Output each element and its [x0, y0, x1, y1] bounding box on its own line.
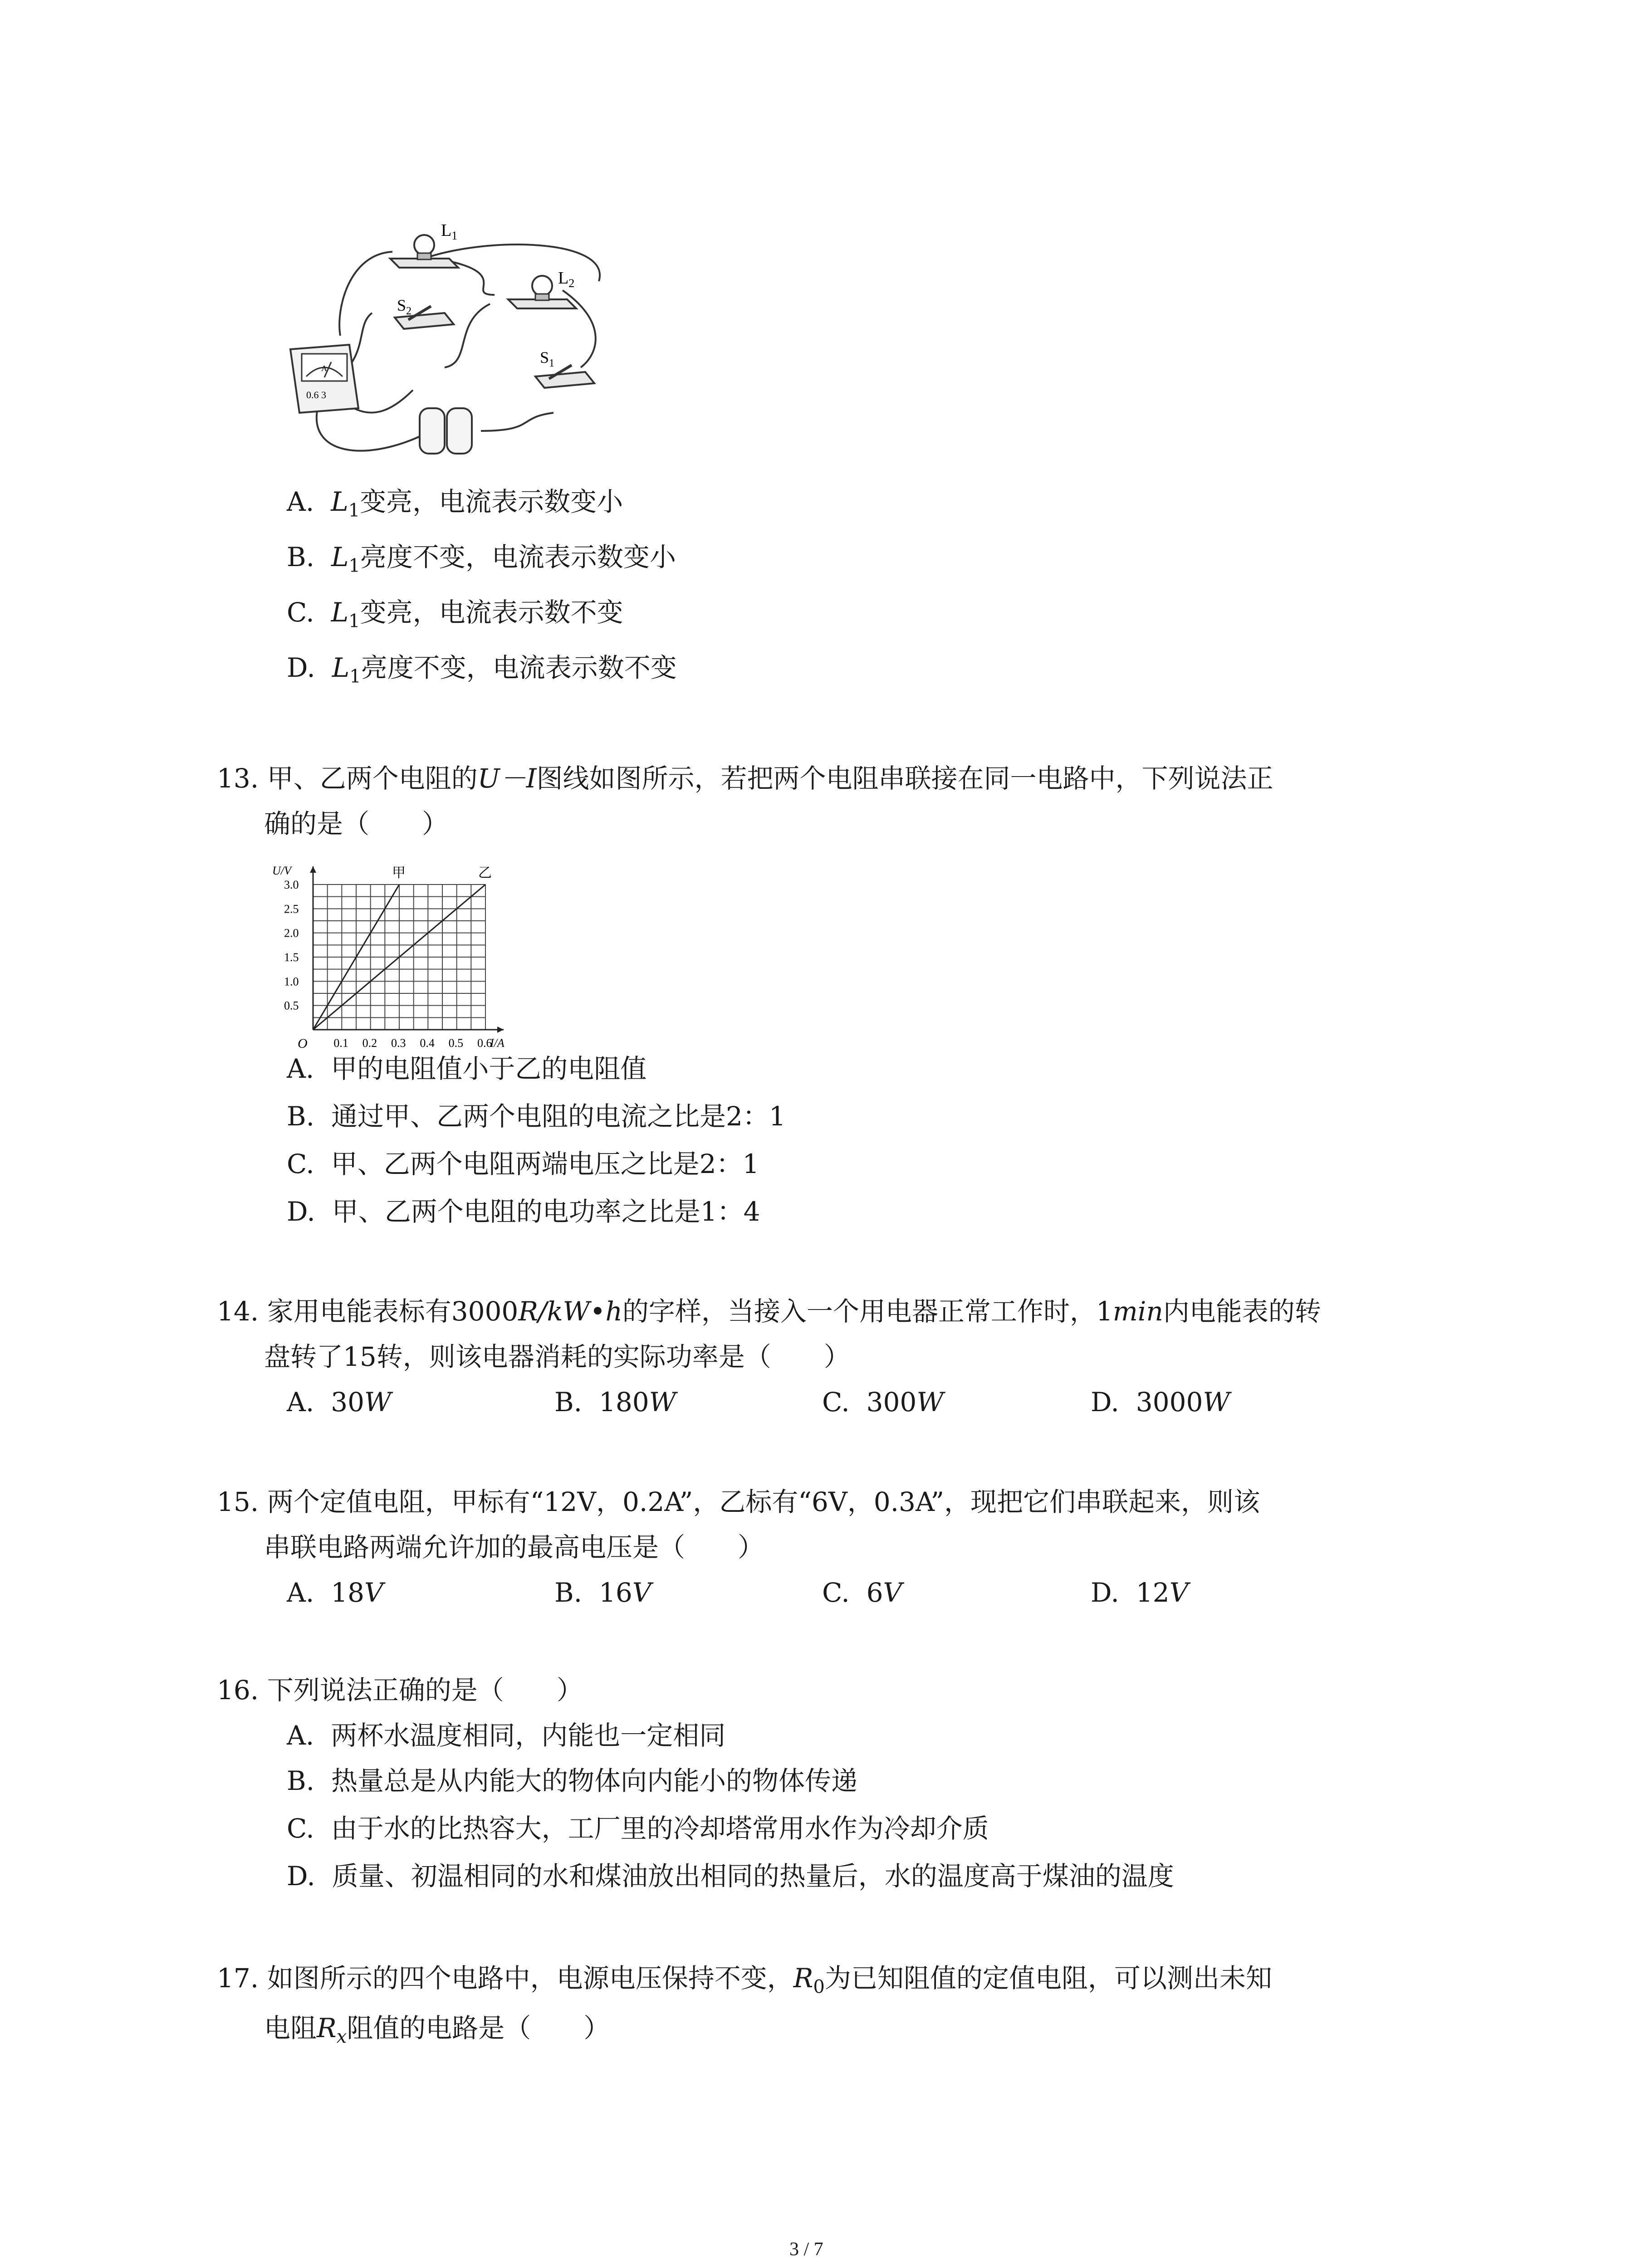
q15-option-b[interactable]: B. 16V	[554, 1577, 652, 1608]
y-tick-label: 3.0	[284, 878, 299, 891]
wire	[339, 252, 392, 336]
label-s2: $S_2$	[397, 296, 412, 317]
q13-option-a[interactable]: A. 甲的电阻值小于乙的电阻值	[287, 1053, 647, 1084]
switch-s1	[535, 365, 594, 388]
y-axis-arrow	[310, 866, 316, 873]
q13-option-d[interactable]: D. 甲、乙两个电阻的电功率之比是1：4	[287, 1196, 760, 1227]
q12-option-c[interactable]: C. $L_1$变亮，电流表示数不变	[287, 597, 623, 632]
y-tick-label: 0.5	[284, 999, 299, 1012]
q14-option-a[interactable]: A. 30W	[287, 1387, 392, 1418]
u-i-chart	[268, 853, 522, 1052]
x-tick-label: 0.6	[477, 1036, 492, 1050]
q13-stem-line2: 确的是（ ）	[264, 808, 449, 839]
ammeter	[290, 345, 358, 413]
series-label-1: 甲	[392, 865, 406, 880]
q12-option-a[interactable]: A. $L_1$变亮，电流表示数变小	[287, 486, 623, 521]
wire	[481, 413, 554, 431]
series-label-2: 乙	[478, 865, 492, 880]
q16-option-a[interactable]: A. 两杯水温度相同，内能也一定相同	[287, 1720, 726, 1751]
meter-symbol: A	[321, 364, 327, 373]
q16-stem: 16. 下列说法正确的是（ ）	[217, 1675, 583, 1706]
q13-option-b[interactable]: B. 通过甲、乙两个电阻的电流之比是2：1	[287, 1101, 786, 1132]
q13-stem-line1: 13. 甲、乙两个电阻的U－I图线如图所示，若把两个电阻串联接在同一电路中，下列说法正	[217, 763, 1274, 794]
page-number: 3 / 7	[789, 2239, 823, 2260]
q15-option-d[interactable]: D. 12V	[1091, 1577, 1189, 1608]
q14-option-d[interactable]: D. 3000W	[1091, 1387, 1230, 1418]
x-tick-label: 0.1	[333, 1036, 348, 1050]
q15-option-c[interactable]: C. 6V	[822, 1577, 902, 1608]
label-l1: $L_1$	[441, 221, 458, 242]
y-tick-label: 2.0	[284, 926, 299, 940]
wire	[445, 304, 490, 367]
x-tick-label: 0.4	[420, 1036, 435, 1050]
q14-option-b[interactable]: B. 180W	[554, 1387, 676, 1418]
q14-stem-line2: 盘转了15转，则该电器消耗的实际功率是（ ）	[264, 1341, 850, 1372]
q15-stem-line2: 串联电路两端允许加的最高电压是（ ）	[264, 1532, 764, 1563]
wire	[317, 408, 422, 451]
meter-scale: 0.6 3	[306, 389, 326, 401]
q16-option-d[interactable]: D. 质量、初温相同的水和煤油放出相同的热量后，水的温度高于煤油的温度	[287, 1861, 1174, 1892]
q17-stem-line1: 17. 如图所示的四个电路中，电源电压保持不变，$R_0$为已知阻值的定值电阻，可以测出未知	[217, 1963, 1272, 1998]
y-axis-label: U/V	[272, 864, 291, 877]
q15-stem-line1: 15. 两个定值电阻，甲标有“12V，0.2A”，乙标有“6V，0.3A”，现把它们串联起来，则该	[217, 1486, 1260, 1517]
q14-stem-line1: 14. 家用电能表标有3000R/kW•h的字样，当接入一个用电器正常工作时，1min内电能表的转	[217, 1296, 1321, 1327]
y-tick-label: 2.5	[284, 902, 299, 916]
x-tick-label: 0.3	[391, 1036, 406, 1050]
label-l2: $L_2$	[558, 269, 575, 290]
origin-label: O	[298, 1036, 308, 1051]
circuit-diagram	[281, 218, 626, 472]
y-tick-label: 1.0	[284, 975, 299, 988]
q16-option-c[interactable]: C. 由于水的比热容大，工厂里的冷却塔常用水作为冷却介质	[287, 1813, 989, 1844]
x-tick-label: 0.2	[362, 1036, 377, 1050]
q12-option-d[interactable]: D. $L_1$亮度不变，电流表示数不变	[287, 652, 677, 687]
label-s1: $S_1$	[540, 348, 555, 369]
q16-option-b[interactable]: B. 热量总是从内能大的物体向内能小的物体传递	[287, 1765, 857, 1796]
q13-option-c[interactable]: C. 甲、乙两个电阻两端电压之比是2：1	[287, 1149, 759, 1179]
y-tick-label: 1.5	[284, 951, 299, 964]
wire	[354, 390, 413, 413]
q15-option-a[interactable]: A. 18V	[287, 1577, 383, 1608]
x-axis-label: I/A	[490, 1036, 505, 1050]
x-axis-arrow	[497, 1026, 504, 1033]
x-tick-label: 0.5	[448, 1036, 464, 1050]
q12-option-b[interactable]: B. $L_1$亮度不变，电流表示数变小	[287, 542, 676, 577]
q14-option-c[interactable]: C. 300W	[822, 1387, 944, 1418]
battery	[420, 408, 472, 454]
q17-stem-line2: 电阻$R_x$阻值的电路是（ ）	[264, 2013, 610, 2048]
